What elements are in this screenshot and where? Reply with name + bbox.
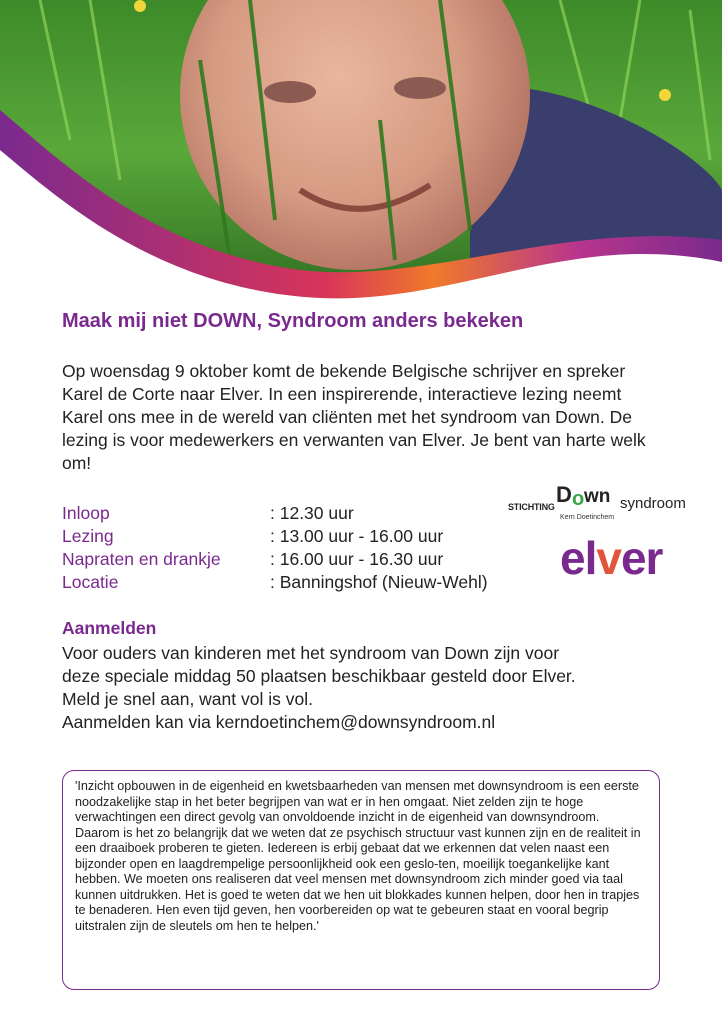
detail-row-locatie <box>62 571 532 594</box>
logo-o: o <box>572 488 585 510</box>
logo-d: D <box>556 482 572 507</box>
detail-row-napraten <box>62 548 532 571</box>
detail-label: Lezing <box>62 526 114 546</box>
logo-sub: Kern Doetinchem <box>560 514 615 521</box>
register-line: Voor ouders van kinderen met het syndroom van Down zijn voor <box>62 643 560 663</box>
down-syndroom-logo <box>508 480 703 524</box>
page-title: Maak mij niet DOWN, Syndroom anders bekeken <box>62 310 524 332</box>
logo-elver-el: el <box>560 532 597 584</box>
detail-value: : Banningshof (Nieuw-Wehl) <box>270 572 488 592</box>
logo-elver-v: v <box>596 532 621 584</box>
logo-stichting: STICHTING <box>508 502 555 512</box>
logo-wn: wn <box>584 486 611 507</box>
logo-elver-er: er <box>620 532 663 584</box>
detail-label: Locatie <box>62 572 119 592</box>
detail-row-lezing <box>62 525 532 548</box>
detail-value: : 13.00 uur - 16.00 uur <box>270 526 444 546</box>
logo-syndroom: syndroom <box>620 495 686 512</box>
event-details <box>62 502 532 594</box>
register-line-email: Aanmelden kan via kerndoetinchem@downsyndroom.nl <box>62 712 496 732</box>
detail-value: : 16.00 uur - 16.30 uur <box>270 549 444 569</box>
register-body <box>62 642 662 734</box>
quote-paragraph: 'Inzicht opbouwen in de eigenheid en kwetsbaarheden van mensen met downsyndroom is een eerste noodzakelijke stap in het beter begrijpen van wat er in hen omgaat. Niet zelden zijn te hoge verwachtingen een direct gevolg van onvoldoende inzicht in de eigenheid van downsyndroom. <box>75 779 639 824</box>
quote-box <box>62 770 660 990</box>
register-line: Meld je snel aan, want vol is vol. <box>62 689 313 709</box>
detail-value: : 12.30 uur <box>270 503 354 523</box>
hero-photo <box>0 0 722 300</box>
register-line: deze speciale middag 50 plaatsen beschikbaar gesteld door Elver. <box>62 666 576 686</box>
register-heading: Aanmelden <box>62 618 157 638</box>
intro-text: Op woensdag 9 oktober komt de bekende Belgische schrijver en spreker Karel de Corte naar Elver. In een inspirerende, interactieve lezing neemt Karel ons mee in de wereld van cliënten met het syndroom van Down. De lezing is voor medewerkers en verwanten van Elver. Je bent van harte welk om! <box>62 361 646 473</box>
detail-label: Inloop <box>62 503 110 523</box>
elver-logo <box>560 532 662 584</box>
detail-label: Napraten en drankje <box>62 549 221 569</box>
detail-row-inloop <box>62 502 532 525</box>
quote-paragraph: Daarom is het zo belangrijk dat we weten dat ze psychisch structuur vast kunnen zijn en de realiteit in een draaiboek proberen te gieten. Iedereen is erbij gebaat dat we erkennen dat velen naast een bijzonder open en laagdrempelige persoonlijkheid ook een geslo-ten, moeilijk toegankelijke kant hebben. We moeten ons realiseren dat veel mensen met downsyndroom zich minder goed via taal kunnen uitdrukken. Het is goed te weten dat we hen uit blokkades kunnen helpen, door hen in trapjes te benaderen. Hen even tijd geven, hen voorbereiden op wat te gebeuren staat en vooral begrip uitstralen zijn de sleutels om hen te helpen.' <box>75 825 641 933</box>
